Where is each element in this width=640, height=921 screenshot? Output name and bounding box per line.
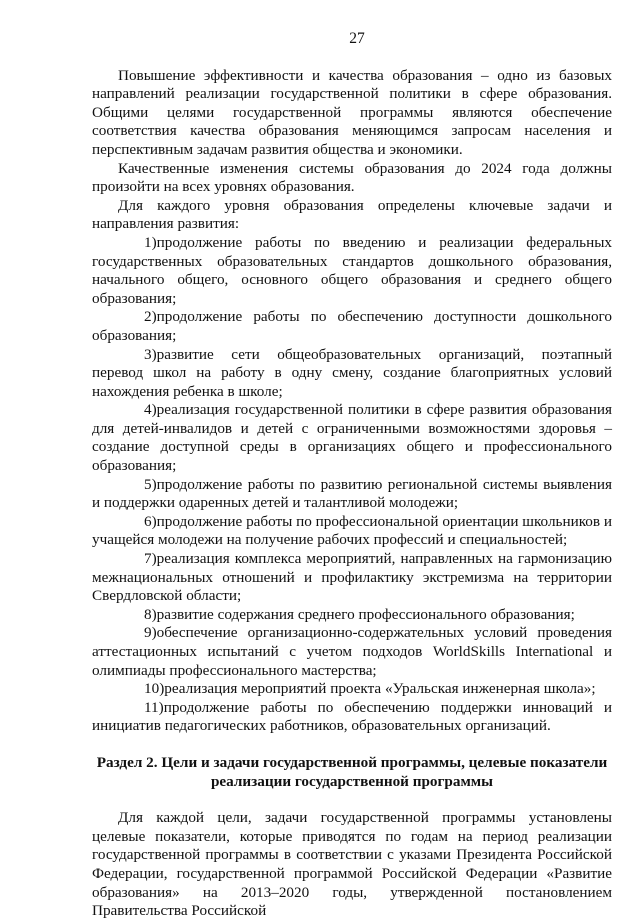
task-text: продолжение работы по обеспечению поддержки инноваций и инициатив педагогических работников, образовательных организаций. (92, 698, 612, 735)
task-number: 9) (144, 624, 157, 642)
task-text: обеспечение организационно-содержательных условий проведения аттестационных испытаний с учетом подходов WorldSkills International и олимпиады профессионального мастерства; (92, 624, 612, 679)
task-text: продолжение работы по профессиональной ориентации школьников и учащейся молодежи на получение рабочих профессий и специальностей; (92, 512, 612, 549)
task-text: реализация мероприятий проекта «Уральская инженерная школа»; (164, 680, 596, 698)
task-item (92, 346, 612, 402)
task-number: 3) (144, 345, 157, 363)
task-item (92, 513, 612, 550)
page-number: 27 (349, 30, 365, 47)
task-item (92, 476, 612, 513)
task-number: 2) (144, 308, 157, 326)
task-number: 7) (144, 550, 157, 568)
task-number: 10) (144, 680, 165, 698)
intro-paragraph-2: Качественные изменения системы образования до 2024 года должны произойти на всех уровнях образования. (92, 159, 612, 196)
task-text: продолжение работы по обеспечению доступности дошкольного образования; (92, 308, 612, 344)
intro-paragraph-1: Повышение эффективности и качества образования – одно из базовых направлений реализации государственной политики в сфере образования. Общими целями государственной программы являются обеспечение соответствия качества образования меняющимся запросам населения и перспективным задачам развития общества и экономики. (92, 66, 612, 158)
task-item (92, 550, 612, 606)
task-item (92, 606, 612, 625)
task-text: развитие сети общеобразовательных организаций, поэтапный перевод школ на работу в одну смену, создание благоприятных условий нахождения ребенка в школе; (92, 345, 612, 400)
section-heading: Раздел 2. Цели и задачи государственной программы, целевые показатели реализации государственной программы (96, 753, 608, 790)
task-number: 5) (144, 475, 157, 493)
task-number: 8) (144, 605, 157, 623)
task-item (92, 680, 612, 699)
task-text: продолжение работы по введению и реализации федеральных государственных образовательных стандартов дошкольного образования, начального общего, основного общего образования и среднего общего образования; (92, 233, 612, 307)
task-item (92, 699, 612, 736)
task-text: развитие содержания среднего профессионального образования; (156, 605, 575, 623)
task-number: 11) (144, 698, 164, 716)
task-number: 4) (144, 401, 157, 419)
task-text: реализация комплекса мероприятий, направленных на гармонизацию межнациональных отношений и профилактику экстремизма на территории Свердловской области; (92, 550, 612, 605)
task-number: 6) (144, 512, 157, 530)
task-text: продолжение работы по развитию региональной системы выявления и поддержки одаренных детей и талантливой молодежи; (92, 475, 612, 512)
task-item (92, 401, 612, 475)
task-item (92, 308, 612, 345)
task-item (92, 624, 612, 680)
intro-paragraph-3: Для каждого уровня образования определены ключевые задачи и направления развития: (92, 196, 612, 233)
closing-paragraph: Для каждой цели, задачи государственной программы установлены целевые показатели, которые приводятся по годам на период реализации государственной программы в соответствии с указами Президента Российской Федерации, государственной программой Российской Федерации «Развитие образования» на 2013–2020 годы, утвержденной постановлением Правительства Российской (92, 809, 612, 920)
task-item (92, 234, 612, 308)
task-number: 1) (144, 233, 157, 251)
document-page (92, 30, 612, 921)
task-text: реализация государственной политики в сфере развития образования для детей-инвалидов и детей с ограниченными возможностями здоровья – создание доступной среды в организациях общего и профессионального образования; (92, 401, 612, 475)
